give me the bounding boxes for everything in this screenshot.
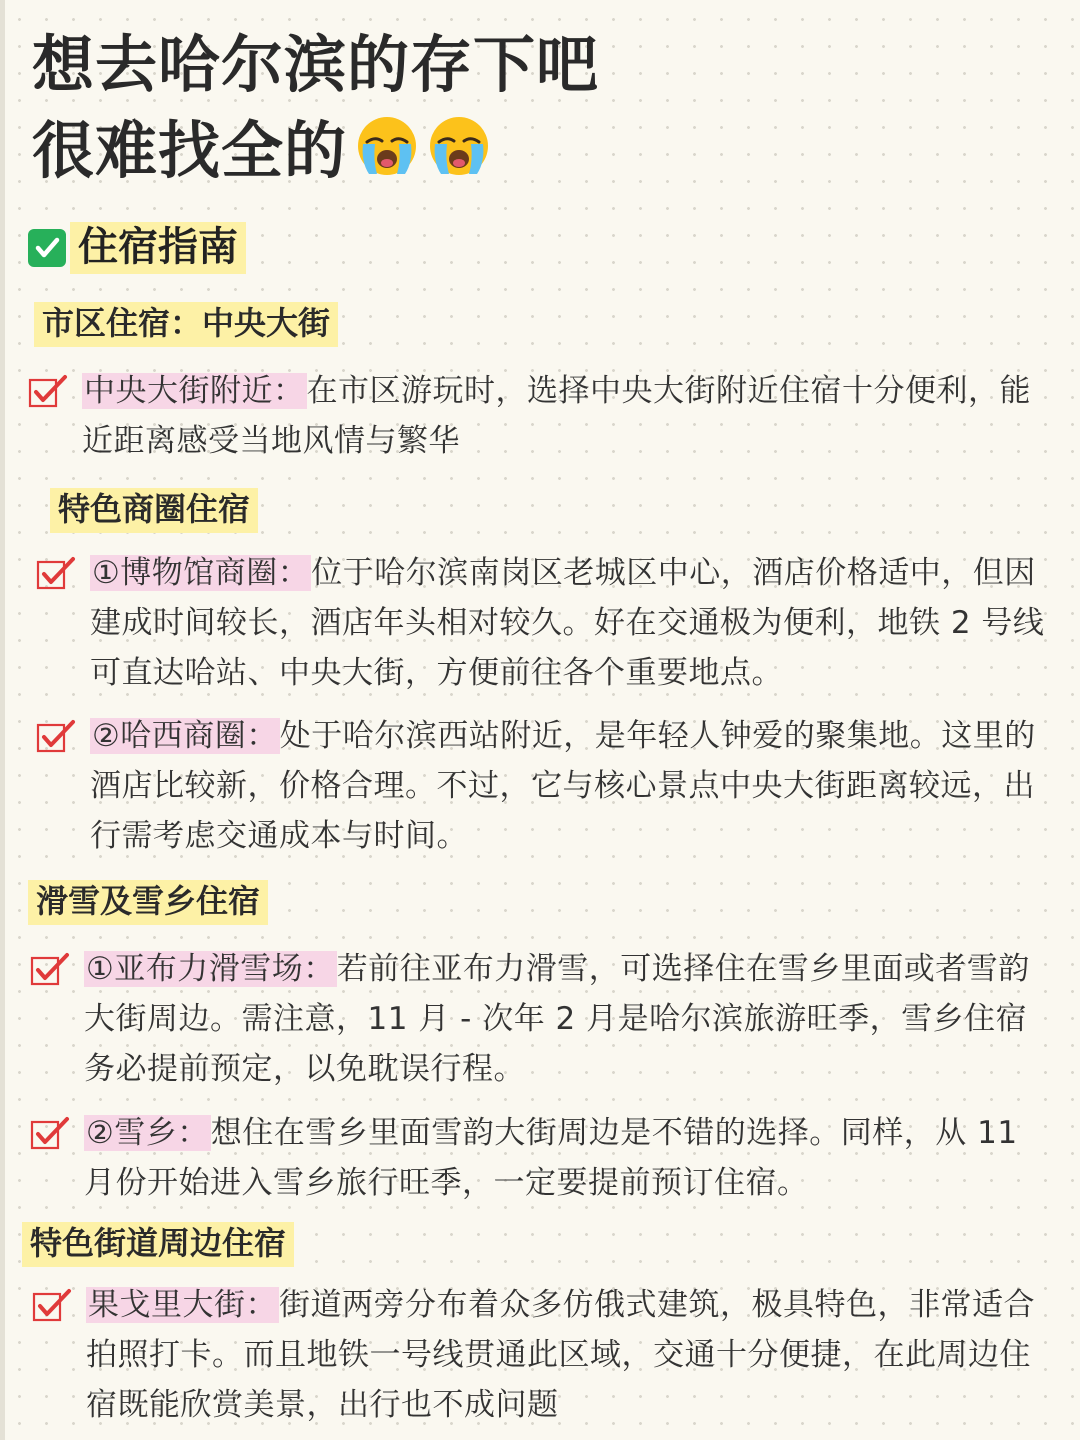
item-text (86, 1280, 1052, 1430)
section-heading (28, 222, 246, 274)
item-text (84, 944, 1052, 1094)
group-heading: 特色街道周边住宿 (22, 1222, 294, 1267)
item-text (90, 711, 1052, 861)
item-label: ②哈西商圈： (92, 718, 278, 754)
item-label: 中央大街附近： (84, 373, 305, 409)
page-title-line-2 (32, 114, 491, 188)
item-description: 街道两旁分布着众多仿俄式建筑，极具特色，非常适合拍照打卡。而且地铁一号线贯通此区域，交通十分便捷，在此周边住宿既能欣赏美景，出行也不成问题 (86, 1287, 1035, 1423)
loudly-crying-face-icon (427, 114, 491, 188)
check-mark-icon (32, 1288, 72, 1324)
item-label: ①博物馆商圈： (92, 555, 310, 591)
item-description: 位于哈尔滨南岗区老城区中心，酒店价格适中，但因建成时间较长，酒店年头相对较久。好在交通极为便利，地铁 2 号线可直达哈站、中央大街，方便前往各个重要地点。 (90, 555, 1045, 691)
item-label: ②雪乡： (86, 1115, 209, 1151)
page-edge (0, 0, 5, 1440)
list-item (36, 711, 1052, 861)
item-text (82, 366, 1052, 466)
item-description: 处于哈尔滨西站附近，是年轻人钟爱的聚集地。这里的酒店比较新，价格合理。不过，它与核心景点中央大街距离较远，出行需考虑交通成本与时间。 (90, 718, 1036, 854)
list-item (30, 1108, 1052, 1208)
loudly-crying-face-icon (355, 114, 419, 188)
check-mark-button-icon (28, 229, 66, 267)
list-item (32, 1280, 1052, 1430)
section-title: 住宿指南 (70, 222, 246, 274)
list-item (28, 366, 1052, 466)
group-heading: 滑雪及雪乡住宿 (28, 880, 268, 925)
list-item (36, 548, 1052, 698)
item-label: ①亚布力滑雪场： (86, 951, 335, 987)
check-mark-icon (30, 952, 70, 988)
check-mark-icon (30, 1116, 70, 1152)
group-heading: 特色商圈住宿 (50, 488, 258, 533)
item-description: 在市区游玩时，选择中央大街附近住宿十分便利，能近距离感受当地风情与繁华 (82, 373, 1031, 459)
item-text (84, 1108, 1052, 1208)
check-mark-icon (28, 374, 68, 410)
item-text (90, 548, 1052, 698)
page-title-line-1: 想去哈尔滨的存下吧 (32, 28, 600, 101)
page-title-line-2-text: 很难找全的 (32, 114, 348, 187)
group-heading: 市区住宿：中央大街 (34, 302, 338, 347)
check-mark-icon (36, 719, 76, 755)
item-description: 若前往亚布力滑雪，可选择住在雪乡里面或者雪韵大街周边。需注意，11 月 - 次年 2 月是哈尔滨旅游旺季，雪乡住宿务必提前预定，以免耽误行程。 (84, 951, 1030, 1087)
list-item (30, 944, 1052, 1094)
item-description: 想住在雪乡里面雪韵大街周边是不错的选择。同样，从 11 月份开始进入雪乡旅行旺季，一定要提前预订住宿。 (84, 1115, 1018, 1201)
check-mark-icon (36, 556, 76, 592)
item-label: 果戈里大街： (88, 1287, 277, 1323)
